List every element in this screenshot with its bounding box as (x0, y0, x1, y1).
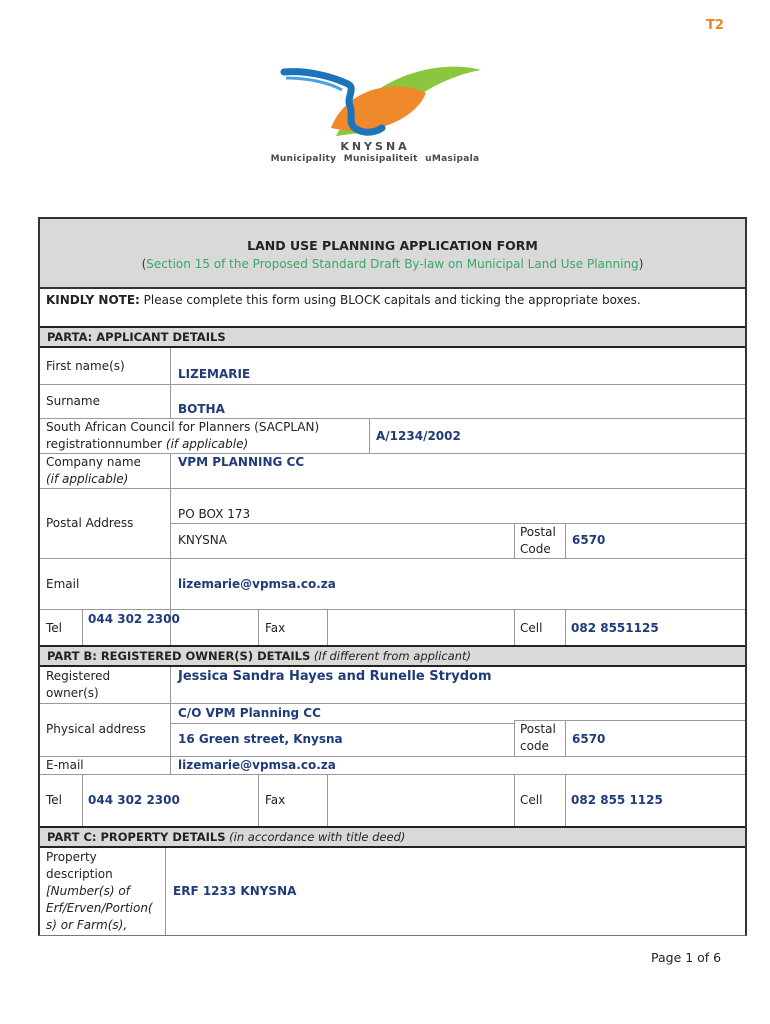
sacplan-value[interactable]: A/1234/2002 (376, 429, 461, 443)
page-number: Page 1 of 6 (651, 950, 722, 965)
owner-cell-label: Cell (520, 793, 543, 807)
physical-address-label: Physical address (46, 722, 146, 736)
surname-value[interactable]: BOTHA (178, 402, 225, 416)
owner-tel-label: Tel (46, 793, 63, 807)
owner-cell-value[interactable]: 082 855 1125 (571, 793, 663, 807)
email-value[interactable]: lizemarie@vpmsa.co.za (178, 577, 336, 591)
first-name-label: First name(s) (46, 359, 125, 373)
sacplan-label: South African Council for Planners (SACPLAN) registrationnumber (if applicable) (46, 420, 320, 451)
owner-label: Registered owner(s) (46, 669, 111, 700)
tel-label: Tel (46, 621, 63, 635)
cell-label: Cell (520, 621, 543, 635)
email-label: Email (46, 577, 80, 591)
physical-line1[interactable]: C/O VPM Planning CC (178, 706, 321, 720)
surname-label: Surname (46, 394, 100, 408)
kindly-note: KINDLY NOTE: Please complete this form using BLOCK capitals and ticking the appropriate boxes. (46, 293, 641, 307)
part-c-title: PART C: PROPERTY DETAILS (in accordance with title deed) (47, 830, 406, 844)
postal-address-label: Postal Address (46, 516, 134, 530)
page-code: T2 (706, 18, 724, 33)
owner-tel-value[interactable]: 044 302 2300 (88, 793, 180, 807)
owner-email-value[interactable]: lizemarie@vpmsa.co.za (178, 758, 336, 772)
form-subtitle: (Section 15 of the Proposed Standard Draft By-law on Municipal Land Use Planning) (141, 257, 644, 271)
part-a-title: PARTA: APPLICANT DETAILS (47, 330, 226, 344)
fax-label: Fax (265, 621, 286, 635)
postal-line1[interactable]: PO BOX 173 (178, 507, 251, 521)
owner-value[interactable]: Jessica Sandra Hayes and Runelle Strydom (178, 669, 492, 684)
postal-line2[interactable]: KNYSNA (178, 533, 227, 547)
logo-tagline: Municipality Munisipaliteit uMasipala (270, 154, 480, 164)
cell-value[interactable]: 082 8551125 (571, 621, 659, 635)
form-subtitle-text: Section 15 of the Proposed Standard Draft By-law on Municipal Land Use Planning (146, 257, 639, 271)
part-b-title: PART B: REGISTERED OWNER(S) DETAILS (If different from applicant) (47, 649, 471, 663)
owner-postal-code-label: Postal code (520, 722, 556, 753)
form-header (40, 219, 745, 289)
property-description-label: Property description [Number(s) of Erf/Erven/Portion( s) or Farm(s), (46, 850, 153, 932)
postal-code-value[interactable]: 6570 (572, 533, 606, 547)
owner-postal-code-value[interactable]: 6570 (572, 732, 606, 746)
form-title: LAND USE PLANNING APPLICATION FORM (247, 238, 538, 253)
logo-name: KNYSNA (340, 140, 410, 153)
physical-line2[interactable]: 16 Green street, Knysna (178, 732, 343, 746)
company-value[interactable]: VPM PLANNING CC (178, 455, 305, 469)
owner-email-label: E-mail (46, 758, 84, 772)
knysna-logo-icon (276, 58, 491, 140)
tel-value[interactable]: 044 302 2300 (88, 612, 180, 626)
company-label: Company name (if applicable) (46, 455, 141, 486)
owner-fax-label: Fax (265, 793, 286, 807)
postal-code-label: Postal Code (520, 525, 556, 556)
first-name-value[interactable]: LIZEMARIE (178, 367, 251, 381)
property-description-value[interactable]: ERF 1233 KNYSNA (173, 884, 297, 898)
